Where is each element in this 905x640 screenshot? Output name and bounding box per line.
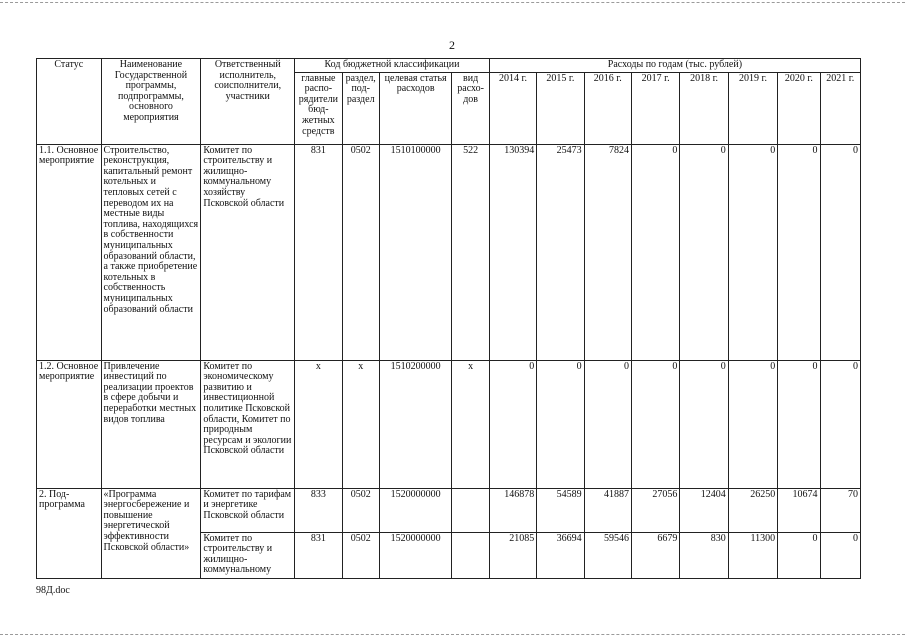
row-section: x (342, 360, 379, 488)
row-grbs: 831 (295, 144, 342, 360)
table-row (37, 360, 861, 488)
row-value-2018: 0 (680, 144, 728, 360)
row-kind: 522 (452, 144, 489, 360)
row-value-2020: 0 (778, 144, 820, 360)
row-value-2015: 25473 (537, 144, 584, 360)
header-year-2020: 2020 г. (778, 72, 820, 144)
row-kind: x (452, 360, 489, 488)
header-kind: вид расхо-дов (452, 72, 489, 144)
row-grbs: 831 (295, 532, 342, 578)
row-value-2021: 70 (820, 488, 860, 532)
row-value-2018: 830 (680, 532, 728, 578)
header-year-2018: 2018 г. (680, 72, 728, 144)
row-value-2016: 41887 (584, 488, 631, 532)
table-row (37, 488, 861, 532)
page-number: 2 (449, 38, 455, 52)
header-year-2014: 2014 г. (489, 72, 536, 144)
row-responsible: Комитет по строительству и жилищно-коммунальному (201, 532, 295, 578)
row-status: 1.1. Основное мероприятие (37, 144, 102, 360)
header-year-2016: 2016 г. (584, 72, 631, 144)
row-kind (452, 488, 489, 532)
row-value-2020: 0 (778, 360, 820, 488)
row-value-2014: 0 (489, 360, 536, 488)
row-value-2018: 12404 (680, 488, 728, 532)
row-value-2019: 26250 (728, 488, 777, 532)
row-value-2017: 0 (631, 144, 679, 360)
row-value-2015: 54589 (537, 488, 584, 532)
row-responsible: Комитет по тарифам и энергетике Псковской области (201, 488, 295, 532)
header-status: Статус (37, 59, 102, 145)
header-target: целевая статья расходов (379, 72, 452, 144)
row-name: «Программа энергосбережение и повышение энергетической эффективности Псковской области» (101, 488, 201, 578)
row-kind (452, 532, 489, 578)
scan-edge-top (0, 2, 905, 3)
row-value-2015: 36694 (537, 532, 584, 578)
row-value-2014: 146878 (489, 488, 536, 532)
row-status: 1.2. Основное мероприятие (37, 360, 102, 488)
row-status: 2. Под-программа (37, 488, 102, 578)
header-budget-code: Код бюджетной классификации (295, 59, 490, 73)
row-value-2017: 27056 (631, 488, 679, 532)
header-year-2015: 2015 г. (537, 72, 584, 144)
row-responsible: Комитет по экономическому развитию и инвестиционной политике Псковской области, Комитет по природным ресурсам и экологии Псковской области (201, 360, 295, 488)
row-value-2018: 0 (680, 360, 728, 488)
row-value-2021: 0 (820, 532, 860, 578)
row-value-2021: 0 (820, 144, 860, 360)
row-value-2015: 0 (537, 360, 584, 488)
header-name: Наименование Государственной программы, подпрограммы, основного мероприятия (101, 59, 201, 145)
row-target: 1510100000 (379, 144, 452, 360)
row-value-2019: 0 (728, 144, 777, 360)
row-section: 0502 (342, 488, 379, 532)
header-row-1 (37, 59, 861, 73)
header-responsible: Ответственный исполнитель, соисполнители, участники (201, 59, 295, 145)
row-responsible: Комитет по строительству и жилищно-коммунальному хозяйству Псковской области (201, 144, 295, 360)
row-value-2019: 0 (728, 360, 777, 488)
row-value-2021: 0 (820, 360, 860, 488)
row-value-2016: 0 (584, 360, 631, 488)
header-year-2019: 2019 г. (728, 72, 777, 144)
row-section: 0502 (342, 144, 379, 360)
row-value-2017: 0 (631, 360, 679, 488)
header-expenses: Расходы по годам (тыс. рублей) (489, 59, 860, 73)
row-name: Привлечение инвестиций по реализации проектов в сфере добычи и переработки местных видов топлива (101, 360, 201, 488)
row-value-2014: 130394 (489, 144, 536, 360)
row-value-2020: 10674 (778, 488, 820, 532)
row-value-2016: 7824 (584, 144, 631, 360)
row-name: Строительство, реконструкция, капитальный ремонт котельных и тепловых сетей с переводом их на местные виды топлива, находящихся в собственности муниципальных образований области, а также приобретение котельных в собственность муниципальных образований области (101, 144, 201, 360)
row-value-2014: 21085 (489, 532, 536, 578)
header-year-2017: 2017 г. (631, 72, 679, 144)
table-row (37, 144, 861, 360)
row-value-2020: 0 (778, 532, 820, 578)
header-grbs: главные распо-рядители бюд-жетных средств (295, 72, 342, 144)
row-target: 1520000000 (379, 532, 452, 578)
row-grbs: x (295, 360, 342, 488)
row-target: 1520000000 (379, 488, 452, 532)
row-value-2017: 6679 (631, 532, 679, 578)
scan-edge-bottom (0, 634, 905, 635)
row-value-2016: 59546 (584, 532, 631, 578)
document-filename: 98Д.doc (36, 585, 70, 596)
row-section: 0502 (342, 532, 379, 578)
row-value-2019: 11300 (728, 532, 777, 578)
row-grbs: 833 (295, 488, 342, 532)
header-section: раздел, под-раздел (342, 72, 379, 144)
budget-table (36, 58, 861, 579)
header-year-2021: 2021 г. (820, 72, 860, 144)
row-target: 1510200000 (379, 360, 452, 488)
